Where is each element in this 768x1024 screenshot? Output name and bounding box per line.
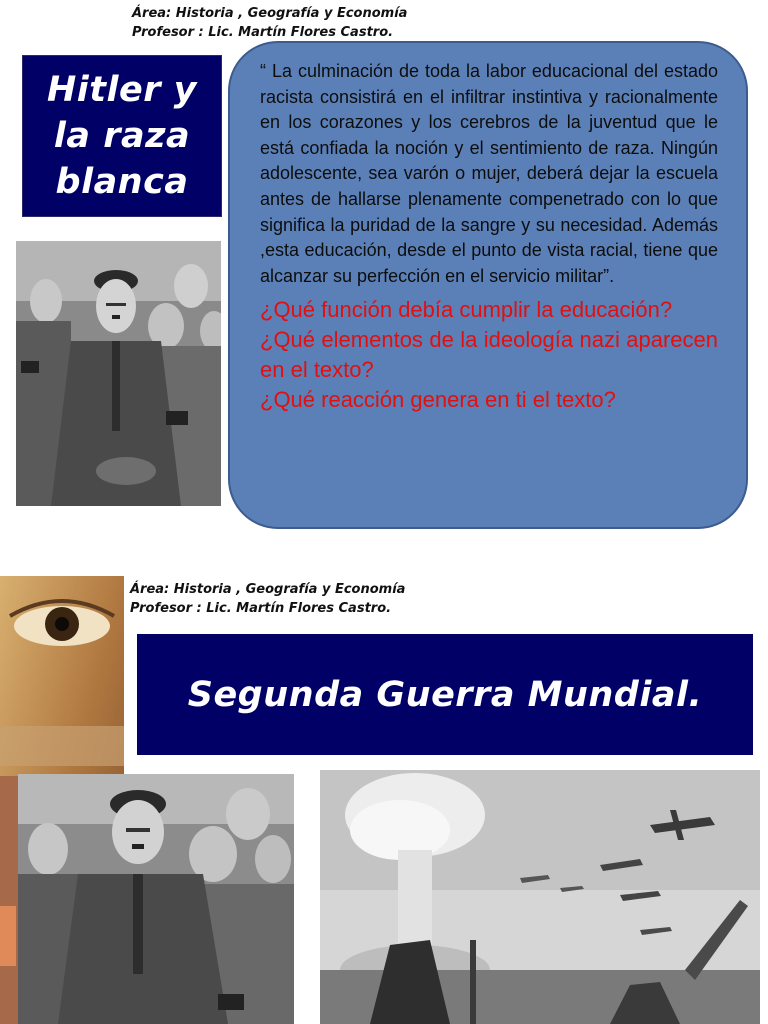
profesor-label: Profesor : Lic. Martín Flores Castro. xyxy=(132,25,394,40)
slide-title xyxy=(137,634,753,755)
slide-title xyxy=(22,55,222,217)
title-line-3: blanca xyxy=(55,162,189,202)
area-label: Área: Historia , Geografía y Economía xyxy=(132,6,408,21)
question-3: ¿Qué reacción genera en ti el texto? xyxy=(260,387,616,413)
slide-segunda-guerra-mundial xyxy=(0,560,768,1024)
slide-header xyxy=(132,4,407,42)
hitler-group-photo xyxy=(16,241,221,506)
slide-header xyxy=(130,580,405,618)
title-text: Segunda Guerra Mundial. xyxy=(187,674,703,715)
question-2: ¿Qué elementos de la ideología nazi aparecen en el texto? xyxy=(260,327,718,383)
question-1: ¿Qué función debía cumplir la educación? xyxy=(260,297,673,323)
questions-list xyxy=(260,295,718,415)
quote-bubble xyxy=(228,41,748,529)
title-line-2: la raza xyxy=(53,116,191,156)
quote-text: “ La culminación de toda la labor educacional del estado racista consistirá en el infiltrar instintiva y racionalmente en los corazones y los cerebros de la juventud que le está confiada la noción y el sentimiento de raza. Ningún adolescente, sea varón o mujer, deberá dejar la escuela antes de hallarse plenamente compenetrado con lo que significa la puridad de la sangre y su necesidad. Además ,esta educación, desde el punto de vista racial, tiene que alcanzar su perfección en el servicio militar”. xyxy=(260,61,718,286)
profesor-label: Profesor : Lic. Martín Flores Castro. xyxy=(130,601,392,616)
title-line-1: Hitler y xyxy=(46,70,197,110)
wwii-montage-photo xyxy=(320,770,760,1024)
area-label: Área: Historia , Geografía y Economía xyxy=(130,582,406,597)
hitler-group-photo xyxy=(18,774,294,1024)
